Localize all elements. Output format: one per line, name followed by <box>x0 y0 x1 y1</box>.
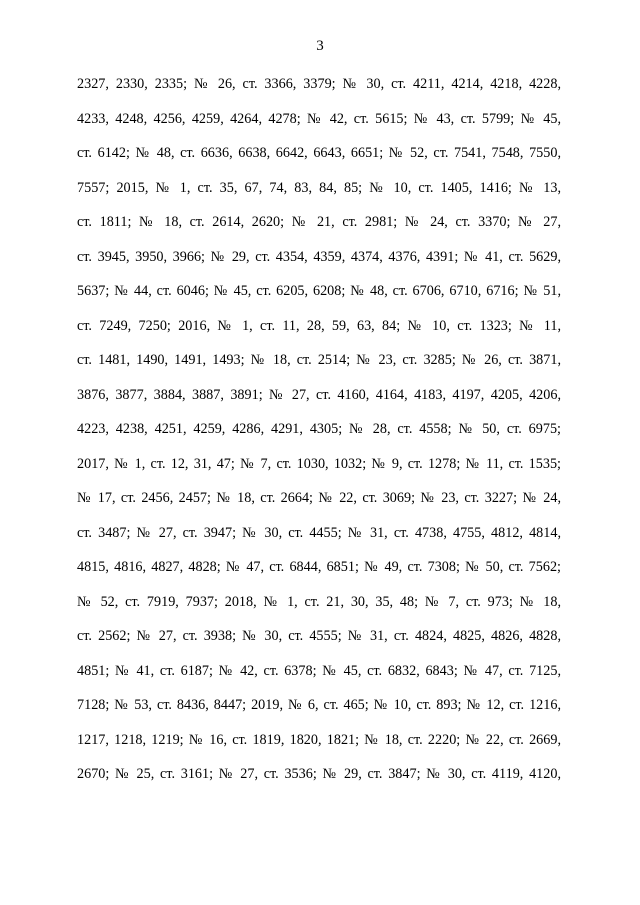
text-line <box>77 351 561 386</box>
text-line-content: 7128; № 53, ст. 8436, 8447; 2019, № 6, ст. 465; № 10, ст. 893; № 12, ст. 1216, <box>77 697 561 713</box>
text-line-content: ст. 1811; № 18, ст. 2614, 2620; № 21, ст. 2981; № 24, ст. 3370; № 27, <box>77 214 561 230</box>
text-line <box>77 627 561 662</box>
text-line-content: 4233, 4248, 4256, 4259, 4264, 4278; № 42, ст. 5615; № 43, ст. 5799; № 45, <box>77 110 561 127</box>
text-line-content: № 52, ст. 7919, 7937; 2018, № 1, ст. 21, 30, 35, 48; № 7, ст. 973; № 18, <box>77 593 561 610</box>
text-line <box>77 144 561 179</box>
text-line-content: 3876, 3877, 3884, 3887, 3891; № 27, ст. 4160, 4164, 4183, 4197, 4205, 4206, <box>77 386 561 403</box>
text-line-content: 7557; 2015, № 1, ст. 35, 67, 74, 83, 84, 85; № 10, ст. 1405, 1416; № 13, <box>77 179 561 196</box>
text-line <box>77 248 561 283</box>
text-line-content: 4223, 4238, 4251, 4259, 4286, 4291, 4305; № 28, ст. 4558; № 50, ст. 6975; <box>77 421 561 437</box>
body-text <box>77 75 561 800</box>
text-line-content: 2327, 2330, 2335; № 26, ст. 3366, 3379; № 30, ст. 4211, 4214, 4218, 4228, <box>77 76 561 92</box>
text-line <box>77 455 561 490</box>
text-line-content: ст. 6142; № 48, ст. 6636, 6638, 6642, 6643, 6651; № 52, ст. 7541, 7548, 7550, <box>77 145 561 161</box>
page-number: 3 <box>316 38 324 54</box>
text-line <box>77 282 561 317</box>
text-line <box>77 317 561 352</box>
text-line-content: 5637; № 44, ст. 6046; № 45, ст. 6205, 6208; № 48, ст. 6706, 6710, 6716; № 51, <box>77 283 561 299</box>
text-line <box>77 662 561 697</box>
text-line <box>77 213 561 248</box>
text-line-content: 4815, 4816, 4827, 4828; № 47, ст. 6844, 6851; № 49, ст. 7308; № 50, ст. 7562; <box>77 559 561 575</box>
text-line <box>77 386 561 421</box>
text-line-content: ст. 3945, 3950, 3966; № 29, ст. 4354, 4359, 4374, 4376, 4391; № 41, ст. 5629, <box>77 248 561 265</box>
text-line-content: ст. 7249, 7250; 2016, № 1, ст. 11, 28, 59, 63, 84; № 10, ст. 1323; № 11, <box>77 317 561 334</box>
text-line <box>77 489 561 524</box>
text-line <box>77 420 561 455</box>
text-line <box>77 731 561 766</box>
text-line <box>77 696 561 731</box>
text-line <box>77 558 561 593</box>
text-line-content: ст. 3487; № 27, ст. 3947; № 30, ст. 4455; № 31, ст. 4738, 4755, 4812, 4814, <box>77 524 561 541</box>
text-line-content: 2670; № 25, ст. 3161; № 27, ст. 3536; № 29, ст. 3847; № 30, ст. 4119, 4120, <box>77 766 561 782</box>
text-line <box>77 110 561 145</box>
text-line-content: № 17, ст. 2456, 2457; № 18, ст. 2664; № 22, ст. 3069; № 23, ст. 3227; № 24, <box>77 490 561 506</box>
text-line-content: 1217, 1218, 1219; № 16, ст. 1819, 1820, 1821; № 18, ст. 2220; № 22, ст. 2669, <box>77 731 561 748</box>
text-line-content: 4851; № 41, ст. 6187; № 42, ст. 6378; № 45, ст. 6832, 6843; № 47, ст. 7125, <box>77 662 561 679</box>
text-line-content: ст. 2562; № 27, ст. 3938; № 30, ст. 4555; № 31, ст. 4824, 4825, 4826, 4828, <box>77 628 561 644</box>
text-line <box>77 179 561 214</box>
text-line <box>77 524 561 559</box>
text-line-content: ст. 1481, 1490, 1491, 1493; № 18, ст. 2514; № 23, ст. 3285; № 26, ст. 3871, <box>77 352 561 368</box>
text-line <box>77 75 561 110</box>
text-line <box>77 593 561 628</box>
text-line-content: 2017, № 1, ст. 12, 31, 47; № 7, ст. 1030, 1032; № 9, ст. 1278; № 11, ст. 1535; <box>77 455 561 472</box>
text-line <box>77 765 561 800</box>
